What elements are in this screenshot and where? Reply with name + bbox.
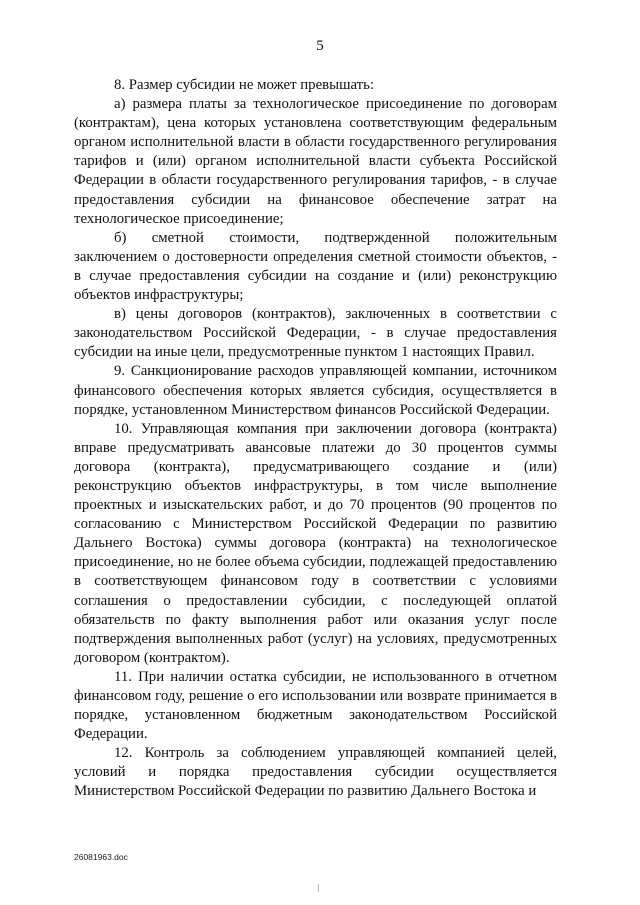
paragraph-8v: в) цены договоров (контрактов), заключенных в соответствии с законодательством Российской Федерации, - в случае предоставления субсидии на иные цели, предусмотренные пунктом 1 настоящих Правил. [74, 306, 557, 361]
page-number: 5 [316, 38, 324, 54]
scan-mark [318, 884, 319, 892]
footer-filename: 26081963.doc [74, 852, 128, 862]
paragraph-8b: б) сметной стоимости, подтвержденной положительным заключением о достоверности определения сметной стоимости объектов, - в случае предоставления субсидии на создание и (или) реконструкцию объектов инфраструктуры; [74, 229, 557, 304]
paragraph-8: 8. Размер субсидии не может превышать: [114, 77, 374, 93]
paragraph-9: 9. Санкционирование расходов управляющей компании, источником финансового обеспечения которых является субсидия, осуществляется в порядке, установленном Министерством финансов Российской Федерации. [74, 363, 557, 418]
paragraph-11: 11. При наличии остатка субсидии, не использованного в отчетном финансовом году, решение о его использовании или возврате принимается в порядке, установленном бюджетным законодательством Российской Федерации. [74, 668, 557, 743]
document-body [74, 76, 557, 802]
paragraph-12: 12. Контроль за соблюдением управляющей компанией целей, условий и порядка предоставления субсидии осуществляется Министерством Российской Федерации по развитию Дальнего Востока и [74, 745, 557, 800]
paragraph-10: 10. Управляющая компания при заключении договора (контракта) вправе предусматривать авансовые платежи до 30 процентов суммы договора (контракта), предусматривающего создание и (или) реконструкцию объектов инфраструктуры, в том числе выполнение проектных и изыскательских работ, и до 70 процентов (90 процентов по согласованию с Министерством Российской Федерации по развитию Дальнего Востока) суммы договора (контракта) на технологическое присоединение, но не более объема субсидии, подлежащей предоставлению в соответствующем финансовом году в соответствии с условиями соглашения о предоставлении субсидии, с последующей оплатой обязательств по факту выполнения работ или оказания услуг после подтверждения выполненных работ (услуг) на условиях, предусмотренных договором (контрактом). [74, 420, 557, 666]
paragraph-8a: а) размера платы за технологическое присоединение по договорам (контрактам), цена которых установлена соответствующим федеральным органом исполнительной власти в области государственного регулирования тарифов и (или) органом исполнительной власти субъекта Российской Федерации в области государственного регулирования тарифов, - в случае предоставления субсидии на финансовое обеспечение затрат на технологическое присоединение; [74, 96, 557, 227]
